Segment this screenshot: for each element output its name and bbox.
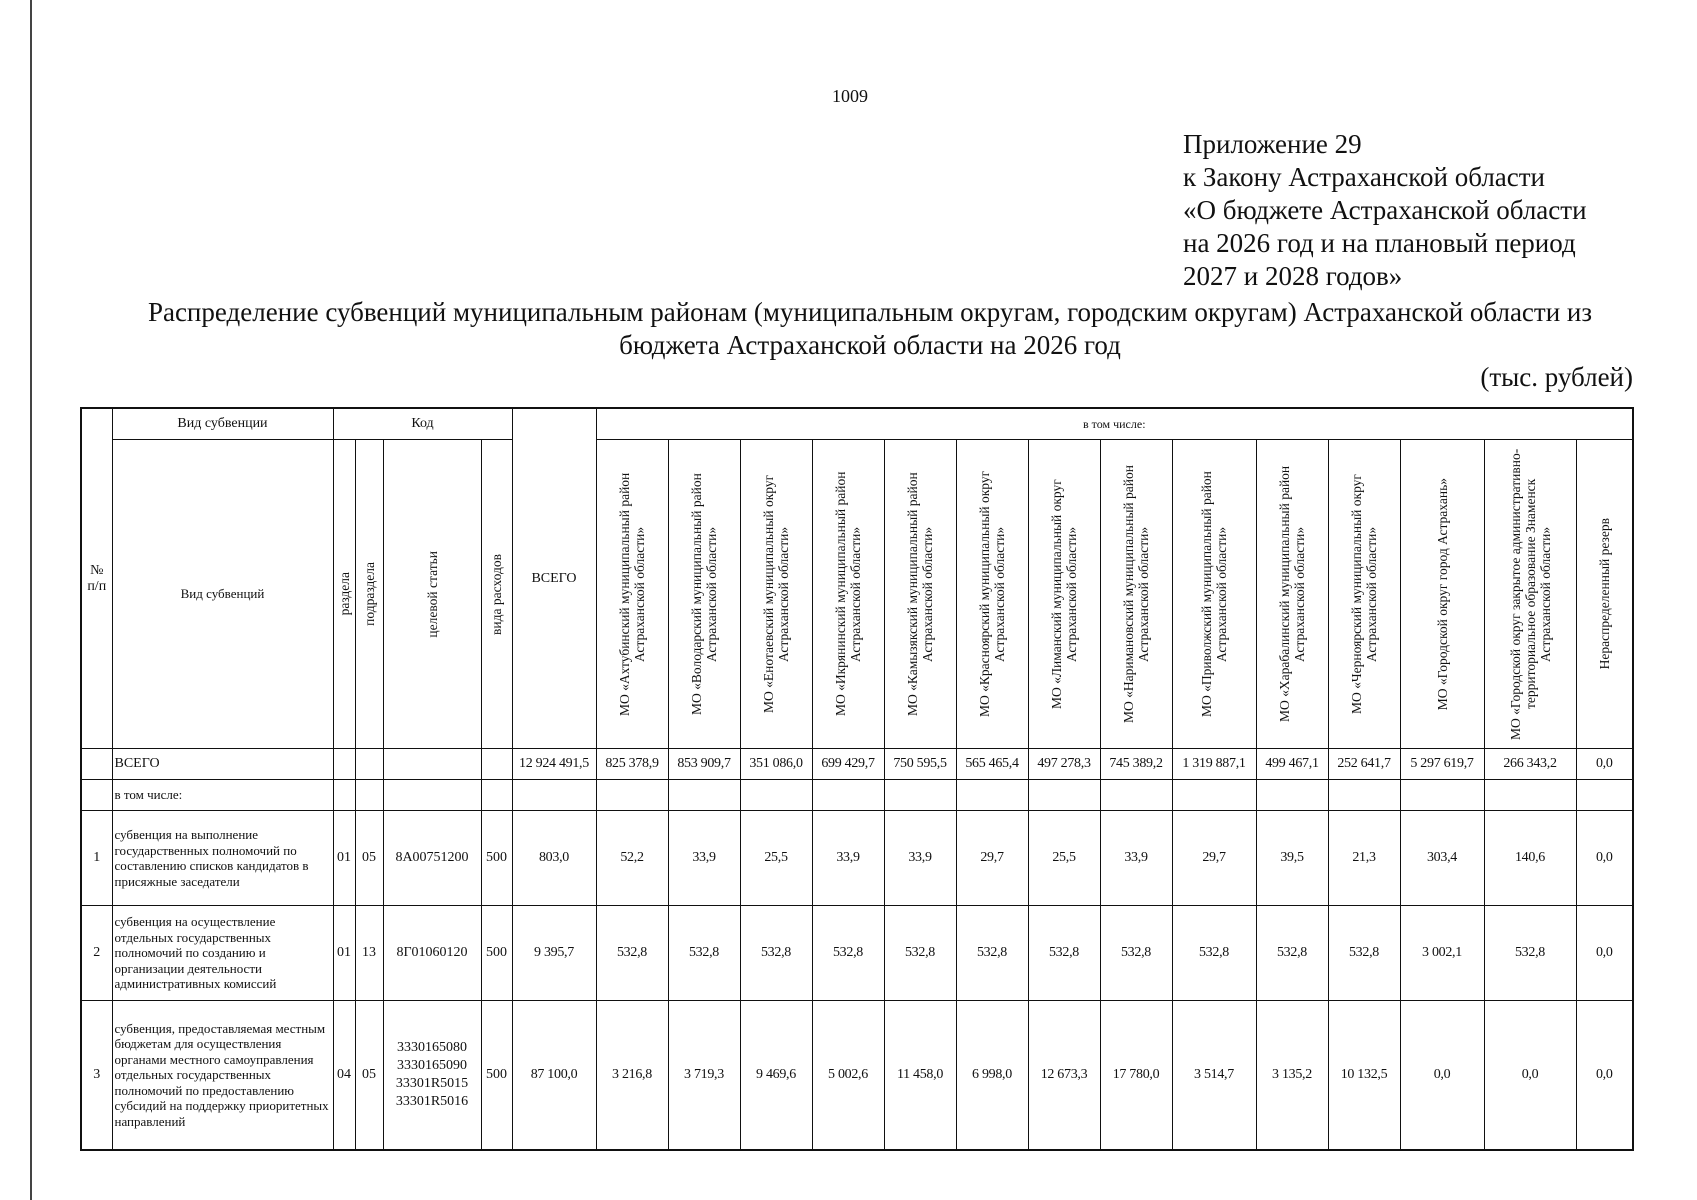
table-row-incl	[81, 780, 1633, 811]
cell-value: 532,8	[1028, 906, 1100, 1001]
header-row-groups	[81, 408, 1633, 440]
appendix-block	[1183, 128, 1587, 293]
header-municipality	[596, 440, 668, 749]
cell-empty	[812, 780, 884, 811]
cell-value: 745 389,2	[1100, 749, 1172, 780]
cell-total: 87 100,0	[512, 1001, 596, 1151]
cell-total: 803,0	[512, 811, 596, 906]
cell-value: 565 465,4	[956, 749, 1028, 780]
cell-num	[81, 749, 112, 780]
cell-section: 01	[333, 811, 355, 906]
cell-value: 33,9	[884, 811, 956, 906]
header-incl-group: в том числе:	[596, 408, 1633, 440]
cell-total: 9 395,7	[512, 906, 596, 1001]
header-municipality-text: МО «Лиманский муниципальный округ Астраханской области»	[1049, 479, 1079, 709]
cell-empty	[1256, 780, 1328, 811]
header-municipality	[1256, 440, 1328, 749]
cell-value: 6 998,0	[956, 1001, 1028, 1151]
cell-value: 29,7	[1172, 811, 1256, 906]
target-code: 3330165090	[397, 1058, 467, 1073]
target-code: 8Г01060120	[396, 945, 468, 960]
header-municipality-text: МО «Красноярский муниципальный округ Астраханской области»	[977, 470, 1007, 718]
header-municipality-text: МО «Енотаевский муниципальный округ Астраханской области»	[761, 474, 791, 714]
header-municipality	[1172, 440, 1256, 749]
header-row-columns	[81, 440, 1633, 749]
cell-value: 532,8	[884, 906, 956, 1001]
target-code: 8А00751200	[395, 850, 469, 865]
cell-value: 39,5	[1256, 811, 1328, 906]
cell-value: 3 514,7	[1172, 1001, 1256, 1151]
header-num: № п/п	[81, 408, 112, 749]
cell-empty	[596, 780, 668, 811]
cell-value: 3 719,3	[668, 1001, 740, 1151]
cell-value: 0,0	[1576, 906, 1633, 1001]
cell-value: 499 467,1	[1256, 749, 1328, 780]
header-code-expense	[481, 440, 512, 749]
cell-label: субвенция на осуществление отдельных государственных полномочий по созданию и организации деятельности административных комиссий	[112, 906, 333, 1001]
cell-target	[383, 749, 481, 780]
header-total: ВСЕГО	[512, 408, 596, 749]
cell-section	[333, 749, 355, 780]
cell-expense: 500	[481, 906, 512, 1001]
cell-target	[383, 906, 481, 1001]
cell-value: 5 002,6	[812, 1001, 884, 1151]
cell-expense	[481, 749, 512, 780]
header-code-subsection	[355, 440, 383, 749]
cell-num: 3	[81, 1001, 112, 1151]
header-code-subsection-text: подраздела	[361, 562, 377, 626]
cell-value: 532,8	[956, 906, 1028, 1001]
cell-value: 750 595,5	[884, 749, 956, 780]
cell-value: 33,9	[1100, 811, 1172, 906]
cell-empty	[1328, 780, 1400, 811]
cell-subsection	[355, 749, 383, 780]
cell-empty	[1484, 780, 1576, 811]
cell-value: 303,4	[1400, 811, 1484, 906]
cell-value: 10 132,5	[1328, 1001, 1400, 1151]
header-code-target	[383, 440, 481, 749]
header-municipality-text: МО «Камызякский муниципальный район Астраханской области»	[905, 472, 935, 716]
cell-empty	[740, 780, 812, 811]
header-code-section-text: раздела	[336, 572, 352, 616]
header-municipality	[812, 440, 884, 749]
header-reserve	[1576, 440, 1633, 749]
cell-value: 25,5	[1028, 811, 1100, 906]
cell-total: 12 924 491,5	[512, 749, 596, 780]
header-code-expense-text: вида расходов	[489, 553, 504, 635]
cell-section: 04	[333, 1001, 355, 1151]
header-municipality	[740, 440, 812, 749]
cell-value: 1 319 887,1	[1172, 749, 1256, 780]
table-row-total	[81, 749, 1633, 780]
header-code-target-text: целевой статьи	[424, 550, 440, 638]
cell-empty	[333, 780, 355, 811]
cell-empty	[481, 780, 512, 811]
target-code: 3330165080	[397, 1040, 467, 1055]
cell-target	[383, 1001, 481, 1151]
cell-value: 532,8	[668, 906, 740, 1001]
appendix-line: «О бюджете Астраханской области	[1183, 195, 1587, 225]
cell-value: 29,7	[956, 811, 1028, 906]
cell-target	[383, 811, 481, 906]
cell-value: 9 469,6	[740, 1001, 812, 1151]
cell-value: 532,8	[1484, 906, 1576, 1001]
cell-empty	[512, 780, 596, 811]
header-municipality-text: МО «Черноярский муниципальный округ Астраханской области»	[1349, 474, 1379, 714]
cell-value: 532,8	[1256, 906, 1328, 1001]
cell-value: 497 278,3	[1028, 749, 1100, 780]
cell-empty	[383, 780, 481, 811]
cell-value: 0,0	[1484, 1001, 1576, 1151]
cell-subsection: 05	[355, 1001, 383, 1151]
cell-value: 825 378,9	[596, 749, 668, 780]
cell-value: 21,3	[1328, 811, 1400, 906]
header-reserve-text: Нераспределенный резерв	[1596, 518, 1612, 670]
cell-label: субвенция, предоставляемая местным бюджетам для осуществления органами местного самоуправления отдельных государственных полномочий по предоставлению субсидий на поддержку приоритетных направлений	[112, 1001, 333, 1151]
cell-value: 3 002,1	[1400, 906, 1484, 1001]
cell-value: 699 429,7	[812, 749, 884, 780]
cell-value: 252 641,7	[1328, 749, 1400, 780]
cell-empty	[884, 780, 956, 811]
header-code-section	[333, 440, 355, 749]
cell-empty	[956, 780, 1028, 811]
cell-value: 3 135,2	[1256, 1001, 1328, 1151]
header-municipality	[956, 440, 1028, 749]
cell-value: 25,5	[740, 811, 812, 906]
header-type: Вид субвенций	[112, 440, 333, 749]
appendix-line: 2027 и 2028 годов»	[1183, 261, 1403, 291]
page-margin-rule	[30, 0, 32, 1200]
cell-value: 532,8	[1100, 906, 1172, 1001]
header-municipality	[668, 440, 740, 749]
cell-label: ВСЕГО	[112, 749, 333, 780]
cell-value: 33,9	[812, 811, 884, 906]
header-municipality	[1400, 440, 1484, 749]
cell-num: 1	[81, 811, 112, 906]
appendix-line: Приложение 29	[1183, 129, 1362, 159]
cell-empty	[668, 780, 740, 811]
cell-empty	[1400, 780, 1484, 811]
cell-value: 0,0	[1576, 1001, 1633, 1151]
cell-empty	[1028, 780, 1100, 811]
cell-value: 853 909,7	[668, 749, 740, 780]
page-number: 1009	[832, 86, 868, 106]
cell-value: 11 458,0	[884, 1001, 956, 1151]
header-code-group: Код	[333, 408, 512, 440]
cell-value: 532,8	[1328, 906, 1400, 1001]
header-municipality	[1328, 440, 1400, 749]
header-municipality	[884, 440, 956, 749]
cell-value: 532,8	[596, 906, 668, 1001]
cell-value: 3 216,8	[596, 1001, 668, 1151]
header-municipality	[1100, 440, 1172, 749]
target-code: 33301R5015	[395, 1076, 469, 1091]
cell-value: 532,8	[1172, 906, 1256, 1001]
appendix-line: к Закону Астраханской области	[1183, 162, 1546, 192]
header-type-group: Вид субвенции	[112, 408, 333, 440]
cell-value: 532,8	[740, 906, 812, 1001]
cell-empty	[1100, 780, 1172, 811]
cell-subsection: 13	[355, 906, 383, 1001]
cell-value: 0,0	[1576, 811, 1633, 906]
subvention-table	[80, 407, 1634, 1151]
cell-empty	[355, 780, 383, 811]
cell-empty	[1172, 780, 1256, 811]
header-municipality	[1028, 440, 1100, 749]
cell-value: 17 780,0	[1100, 1001, 1172, 1151]
cell-value: 532,8	[812, 906, 884, 1001]
units-label: (тыс. рублей)	[1480, 362, 1633, 392]
header-municipality-text: МО «Икрянинский муниципальный район Астраханской области»	[833, 471, 863, 717]
header-municipality-text: МО «Приволжский муниципальный район Астраханской области»	[1199, 471, 1229, 717]
header-municipality-text: МО «Городской округ закрытое административно-территориальное образование Знаменск Астраханской области»	[1507, 448, 1553, 740]
cell-value: 52,2	[596, 811, 668, 906]
cell-value: 5 297 619,7	[1400, 749, 1484, 780]
cell-subsection: 05	[355, 811, 383, 906]
cell-value: 266 343,2	[1484, 749, 1576, 780]
cell-empty	[1576, 780, 1633, 811]
header-municipality-text: МО «Городской округ город Астрахань»	[1434, 477, 1450, 711]
cell-value: 351 086,0	[740, 749, 812, 780]
table-row	[81, 811, 1633, 906]
cell-value: 0,0	[1400, 1001, 1484, 1151]
cell-value: 33,9	[668, 811, 740, 906]
cell-value: 0,0	[1576, 749, 1633, 780]
cell-label: субвенция на выполнение государственных полномочий по составлению списков кандидатов в присяжные заседатели	[112, 811, 333, 906]
header-municipality-text: МО «Харабалинский муниципальный район Астраханской области»	[1277, 465, 1307, 723]
table-row	[81, 906, 1633, 1001]
header-municipality	[1484, 440, 1576, 749]
table-row	[81, 1001, 1633, 1151]
document-title: Распределение субвенций муниципальным районам (муниципальным округам, городским округам) Астраханской области из бюджета Астраханской области на 2026 год	[147, 297, 1593, 360]
cell-num: 2	[81, 906, 112, 1001]
appendix-line: на 2026 год и на плановый период	[1183, 228, 1576, 258]
header-municipality-text: МО «Володарский муниципальный район Астраханской области»	[689, 473, 719, 715]
cell-label: в том числе:	[112, 780, 333, 811]
cell-num	[81, 780, 112, 811]
cell-section: 01	[333, 906, 355, 1001]
target-code: 33301R5016	[395, 1094, 469, 1109]
cell-value: 12 673,3	[1028, 1001, 1100, 1151]
header-municipality-text: МО «Наримановский муниципальный район Астраханской области»	[1121, 465, 1151, 723]
cell-value: 140,6	[1484, 811, 1576, 906]
cell-expense: 500	[481, 811, 512, 906]
cell-expense: 500	[481, 1001, 512, 1151]
header-municipality-text: МО «Ахтубинский муниципальный район Астраханской области»	[617, 472, 647, 716]
